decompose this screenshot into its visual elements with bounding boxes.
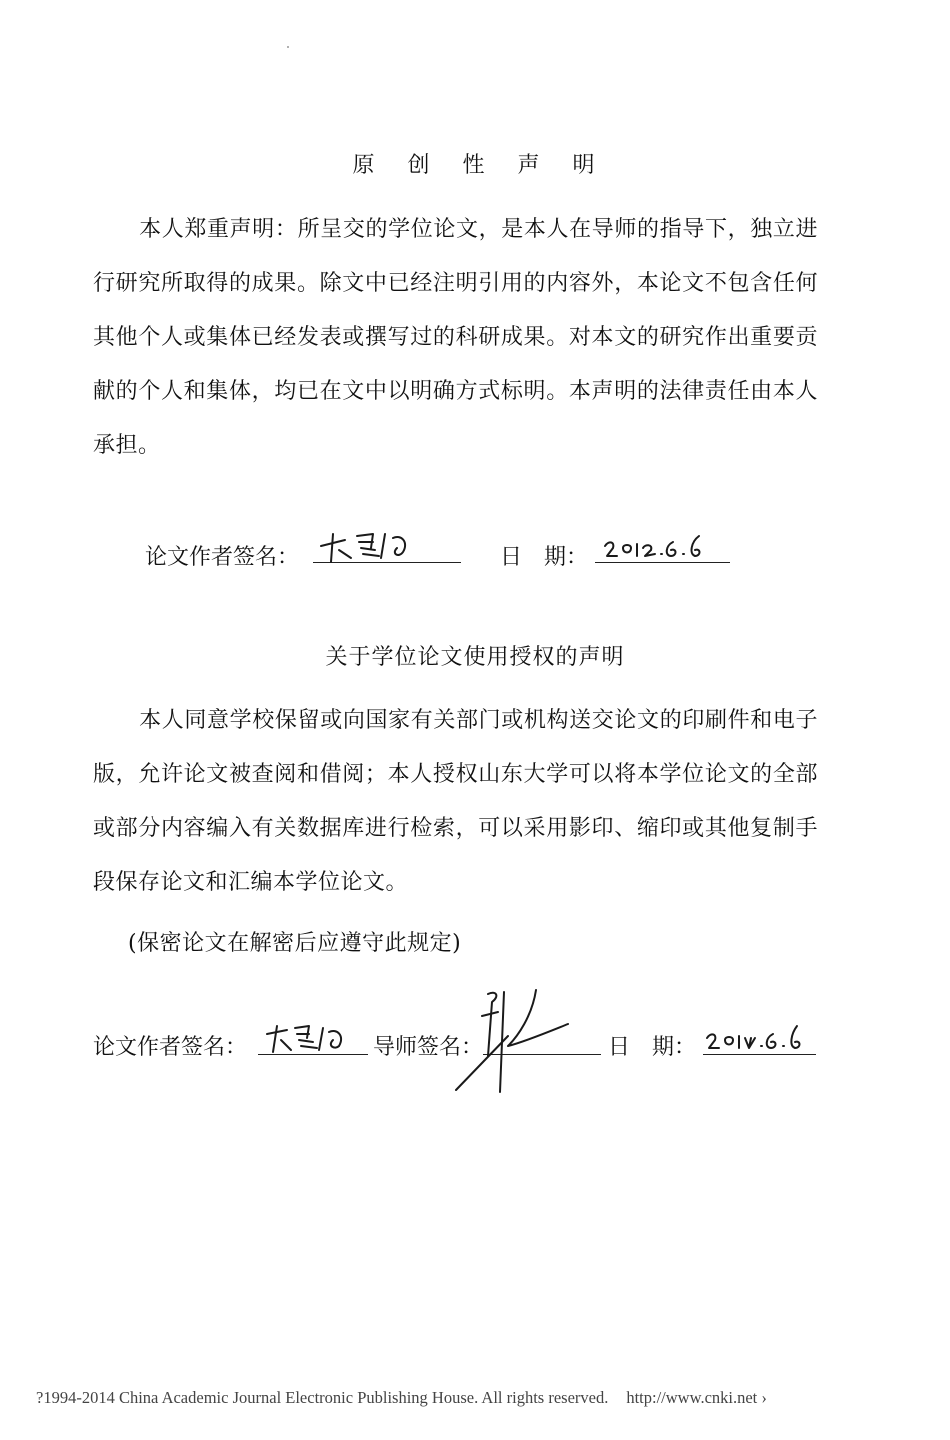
author-sign-label: 论文作者签名：	[93, 1035, 248, 1060]
author-signature	[263, 1020, 363, 1054]
authorization-signature-row	[93, 1018, 833, 1078]
authorization-body: 本人同意学校保留或向国家有关部门或机构送交论文的印刷件和电子版，允许论文被查阅和借阅；本人授权山东大学可以将本学位论文的全部或部分内容编入有关数据库进行检索，可以采用影印、缩印或其他复制手段保存论文和汇编本学位论文。	[93, 708, 818, 895]
date-line	[703, 1054, 816, 1055]
date-handwriting	[601, 532, 721, 562]
authorization-paragraph	[93, 694, 818, 910]
supervisor-signature	[448, 986, 588, 1094]
author-signature	[317, 528, 437, 564]
date-label: 日 期：	[608, 1035, 697, 1060]
originality-body: 本人郑重声明：所呈交的学位论文，是本人在导师的指导下，独立进行研究所取得的成果。除文中已经注明引用的内容外，本论文不包含任何其他个人或集体已经发表或撰写过的科研成果。对本文的研究作出重要贡献的个人和集体，均已在文中以明确方式标明。本声明的法律责任由本人承担。	[93, 217, 818, 458]
footer	[36, 1388, 936, 1408]
supervisor-sign-label: 导师签名：	[373, 1035, 484, 1060]
date-line	[595, 562, 730, 563]
footer-copyright: ?1994-2014 China Academic Journal Electronic Publishing House. All rights reserved.	[36, 1388, 609, 1407]
confidential-note: (保密论文在解密后应遵守此规定)	[128, 931, 462, 956]
originality-paragraph	[93, 203, 818, 473]
date-label: 日 期：	[500, 545, 589, 570]
speck-mark	[287, 46, 289, 48]
originality-title: 原 创 性 声 明	[352, 153, 608, 178]
originality-signature-row	[145, 528, 745, 578]
footer-arrow-icon: ›	[761, 1388, 767, 1407]
author-sign-line	[258, 1054, 368, 1055]
author-sign-label: 论文作者签名：	[145, 545, 300, 570]
footer-url[interactable]: http://www.cnki.net	[626, 1388, 758, 1407]
authorization-title: 关于学位论文使用授权的声明	[325, 645, 625, 670]
date-handwriting	[705, 1024, 815, 1054]
